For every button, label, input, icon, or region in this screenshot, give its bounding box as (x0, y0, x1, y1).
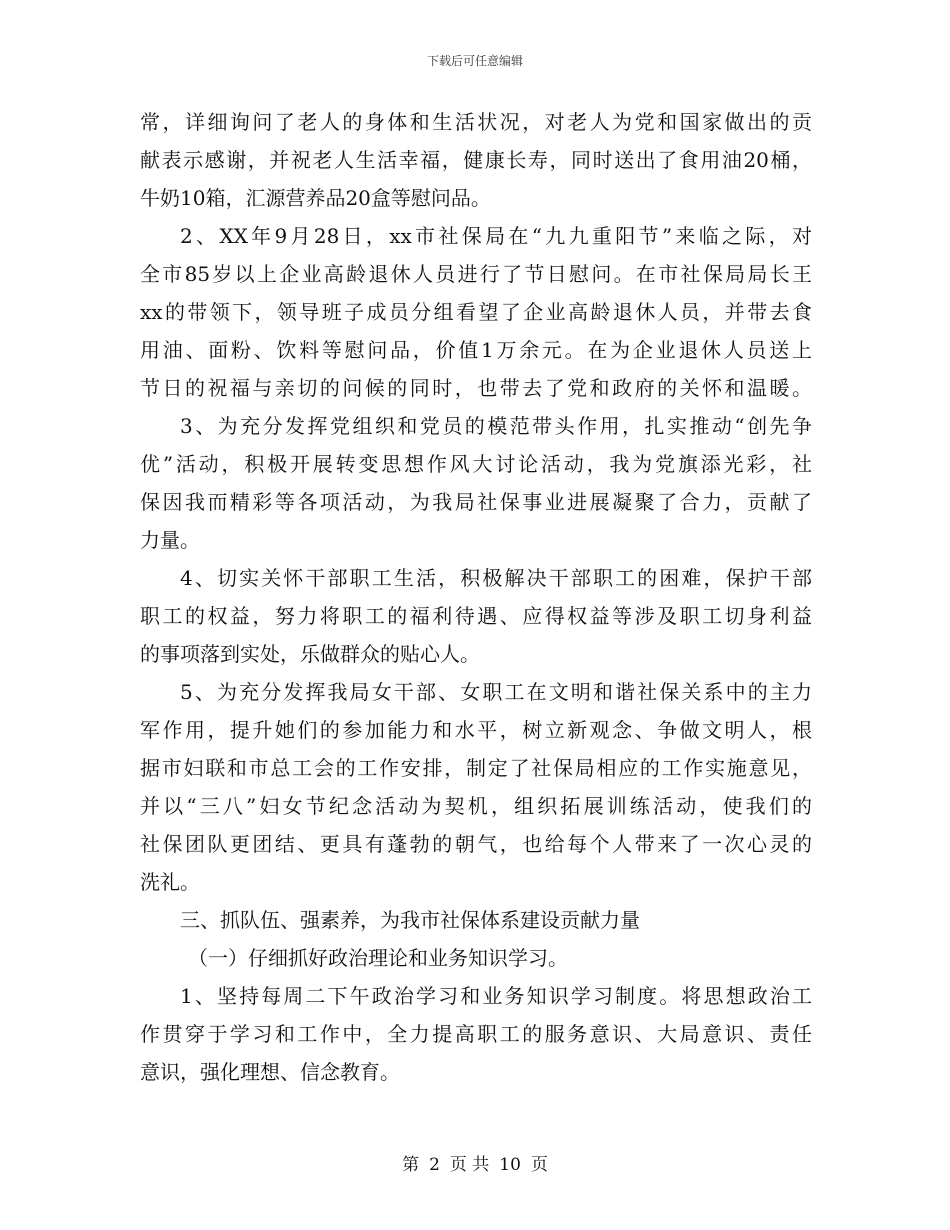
text-line: 献表示感谢，并祝老人生活幸福，健康长寿，同时送出了食用油20桶， (140, 148, 812, 172)
text-line: 牛奶10箱，汇源营养品20盒等慰问品。 (140, 186, 491, 210)
text-line: 常，详细询问了老人的身体和生活状况，对老人为党和国家做出的贡 (140, 110, 812, 134)
subsection-heading: （一）仔细抓好政治理论和业务知识学习。 (188, 946, 568, 970)
text-line: 意识，强化理想、信念教育。 (140, 1060, 400, 1084)
text-line: 的事项落到实处，乐做群众的贴心人。 (140, 642, 480, 666)
section-heading: 三、抓队伍、强素养，为我市社保体系建设贡献力量 (180, 908, 640, 932)
text-line: 作贯穿于学习和工作中，全力提高职工的服务意识、大局意识、责任 (140, 1022, 812, 1046)
footer-page-number: 2 (429, 1155, 440, 1175)
text-line: 全市85岁以上企业高龄退休人员进行了节日慰问。在市社保局局长王 (140, 262, 812, 286)
text-line: 军作用，提升她们的参加能力和水平，树立新观念、争做文明人，根 (140, 718, 812, 742)
text-line: 社保团队更团结、更具有蓬勃的朝气，也给每个人带来了一次心灵的 (140, 832, 812, 856)
paragraph-start-line: 2、XX年9月28日，xx市社保局在“九九重阳节”来临之际，对 (180, 224, 812, 248)
document-body (140, 103, 812, 1091)
paragraph-start-line: 5、为充分发挥我局女干部、女职工在文明和谐社保关系中的主力 (180, 680, 812, 704)
text-line: 用油、面粉、饮料等慰问品，价值1万余元。在为企业退休人员送上 (140, 338, 812, 362)
page-footer (0, 1150, 950, 1175)
footer-middle: 页 共 (449, 1155, 490, 1175)
text-line: 优”活动，积极开展转变思想作风大讨论活动，我为党旗添光彩，社 (140, 452, 812, 476)
footer-prefix: 第 (402, 1155, 420, 1175)
paragraph-start-line: 3、为充分发挥党组织和党员的模范带头作用，扎实推动“创先争 (180, 414, 812, 438)
text-line: 保因我而精彩等各项活动，为我局社保事业进展凝聚了合力，贡献了 (140, 490, 812, 514)
text-line: 洗礼。 (140, 870, 200, 894)
paragraph-start-line: 1、坚持每周二下午政治学习和业务知识学习制度。将思想政治工 (180, 984, 812, 1008)
page-header: 下载后可任意编辑 (426, 54, 523, 68)
text-line: 并以“三八”妇女节纪念活动为契机，组织拓展训练活动，使我们的 (140, 794, 812, 818)
text-line: 力量。 (140, 528, 200, 552)
footer-total-pages: 10 (499, 1155, 521, 1175)
text-line: xx的带领下，领导班子成员分组看望了企业高龄退休人员，并带去食 (140, 300, 812, 324)
text-line: 据市妇联和市总工会的工作安排，制定了社保局相应的工作实施意见， (140, 756, 812, 780)
paragraph-start-line: 4、切实关怀干部职工生活，积极解决干部职工的困难，保护干部 (180, 566, 812, 590)
text-line: 职工的权益，努力将职工的福利待遇、应得权益等涉及职工切身利益 (140, 604, 812, 628)
footer-suffix: 页 (530, 1155, 548, 1175)
text-line: 节日的祝福与亲切的问候的同时，也带去了党和政府的关怀和温暖。 (140, 376, 812, 400)
